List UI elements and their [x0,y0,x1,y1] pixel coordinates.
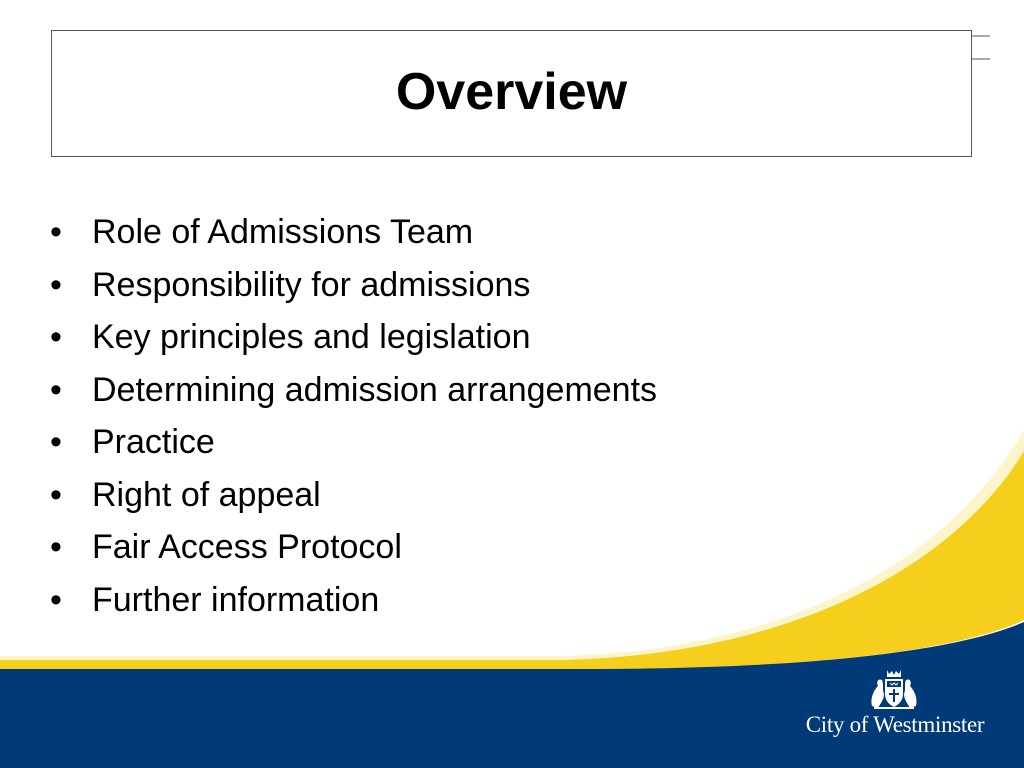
list-item [50,213,657,266]
list-item [50,371,657,424]
organization-name: City of Westminster [805,712,985,737]
bullet-label: Practice [92,423,215,461]
bullet-icon: • [50,423,62,461]
bullet-list [50,213,657,633]
bullet-icon: • [50,213,62,251]
list-item [50,581,657,634]
list-item [50,318,657,371]
bullet-icon: • [50,265,62,304]
list-item [50,476,657,529]
bullet-label: Determining admission arrangements [92,370,658,409]
bullet-label: Role of Admissions Team [92,213,474,251]
bullet-icon: • [50,475,62,514]
slide-title: Overview [395,62,628,121]
city-logo [790,668,1000,748]
title-box [51,30,972,157]
bullet-icon: • [50,528,62,566]
corner-marks [972,30,1024,70]
bullet-label: Further information [92,580,380,619]
list-item [50,528,657,581]
bullet-label: Responsibility for admissions [92,265,531,304]
bullet-label: Key principles and legislation [92,318,531,356]
bullet-icon: • [50,370,62,409]
list-item [50,266,657,319]
bullet-label: Fair Access Protocol [92,528,402,566]
list-item [50,423,657,476]
bullet-icon: • [50,580,62,619]
bullet-icon: • [50,318,62,356]
bullet-label: Right of appeal [92,475,321,514]
westminster-crest-icon [868,668,920,710]
